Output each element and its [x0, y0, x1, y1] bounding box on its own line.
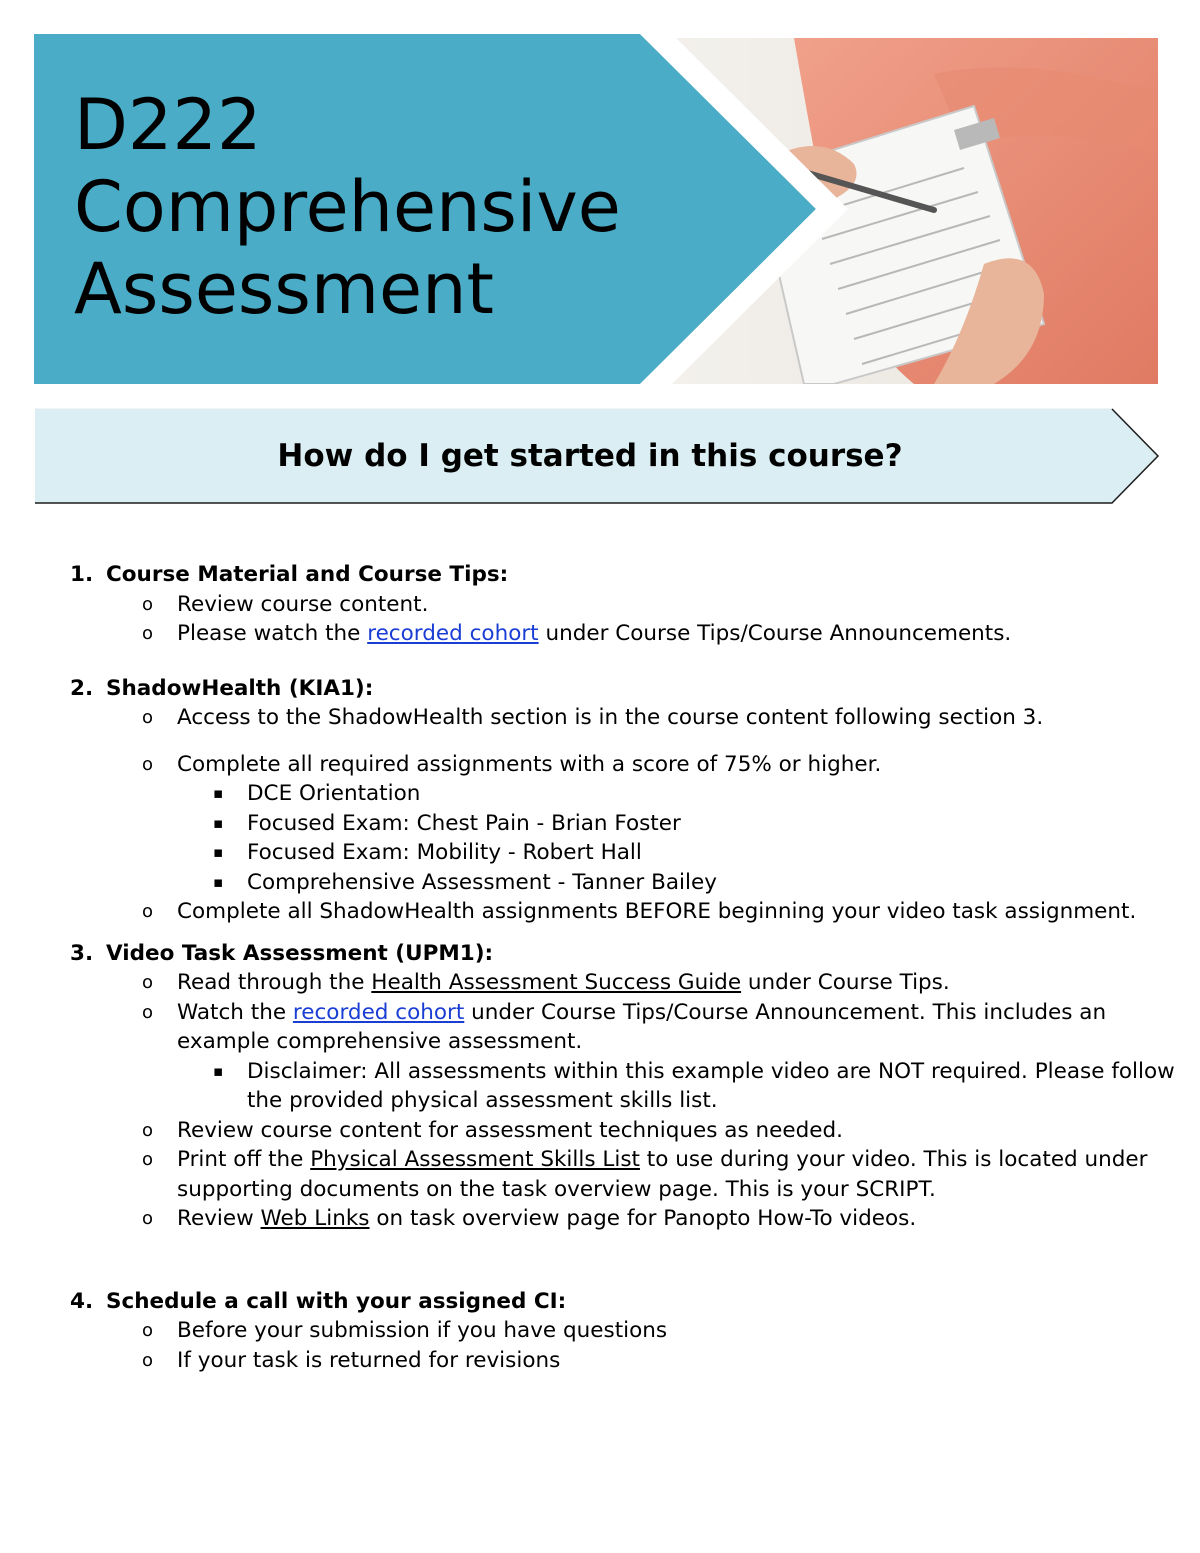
square-bullet-icon: ▪ [213, 813, 224, 832]
item-text: DCE Orientation [247, 781, 421, 806]
square-bullet-icon: ▪ [213, 843, 224, 861]
list-item [70, 968, 1180, 998]
header-banner [34, 34, 1158, 384]
sub-list-item [70, 1057, 1180, 1116]
sub-items [177, 1057, 1180, 1116]
step-items [70, 1316, 1180, 1375]
square-bullet-icon: ▪ [213, 1061, 224, 1080]
step-heading [70, 560, 1180, 590]
step-heading [70, 939, 1180, 969]
item-text: Focused Exam: Mobility - Robert Hall [247, 840, 642, 865]
item-text: under Course Tips/Course Announcements. [538, 621, 1012, 646]
list-item [70, 1145, 1180, 1204]
step-schedule-call [70, 1287, 1180, 1376]
item-text: If your task is returned for revisions [177, 1347, 561, 1373]
list-item [70, 750, 1180, 898]
circle-bullet-icon: o [142, 753, 154, 775]
step-number: 1. [70, 562, 94, 587]
subheading-banner [34, 408, 1164, 506]
item-text: Complete all required assignments with a score of 75% or higher. [177, 751, 882, 777]
item-text: Focused Exam: Chest Pain - Brian Foster [247, 810, 681, 836]
list-item [70, 897, 1180, 927]
step-items [70, 968, 1180, 1234]
success-guide-reference: Health Assessment Success Guide [371, 970, 742, 995]
item-text: Watch the [177, 999, 293, 1025]
step-items [70, 590, 1180, 649]
item-text: Review [177, 1206, 261, 1231]
subheading-text: How do I get started in this course? [277, 438, 903, 474]
list-item [70, 590, 1180, 620]
step-heading [70, 1287, 1180, 1317]
item-text: Review course content. [177, 591, 429, 617]
sub-list-item [70, 779, 1180, 809]
circle-bullet-icon: o [142, 901, 154, 922]
list-item [70, 1316, 1180, 1346]
item-text: on task overview page for Panopto How-To videos. [369, 1206, 917, 1231]
title-line-1: D222 [74, 84, 262, 166]
list-item [70, 1346, 1180, 1376]
step-number: 2. [70, 675, 94, 701]
step-heading-text: Schedule a call with your assigned CI: [106, 1288, 567, 1314]
item-text: Please watch the [177, 621, 368, 646]
skills-list-reference: Physical Assessment Skills List [310, 1147, 640, 1172]
step-number: 4. [70, 1288, 94, 1314]
title-line-3: Assessment [74, 248, 494, 330]
square-bullet-icon: ▪ [213, 784, 224, 802]
item-text: under Course Tips. [741, 970, 950, 995]
item-text: under Course Tips/Course Announcement. This includes an example comprehensive assessment. [177, 999, 1107, 1054]
item-text: Review course content for assessment techniques as needed. [177, 1117, 843, 1143]
course-steps [70, 560, 1180, 1375]
circle-bullet-icon: o [142, 972, 154, 993]
sub-list-item [70, 868, 1180, 898]
sub-list-item [70, 838, 1180, 868]
list-item [70, 998, 1180, 1116]
web-links-reference: Web Links [260, 1206, 370, 1231]
circle-bullet-icon: o [142, 1320, 154, 1341]
item-text: Complete all ShadowHealth assignments BEFORE beginning your video task assignment. [177, 899, 1137, 924]
circle-bullet-icon: o [142, 1208, 154, 1229]
item-text: Read through the [177, 970, 372, 995]
circle-bullet-icon: o [142, 1119, 154, 1141]
step-video-task [70, 939, 1180, 1234]
step-items [70, 703, 1180, 927]
sub-list-item [70, 809, 1180, 839]
item-text: Access to the ShadowHealth section is in the course content following section 3. [177, 705, 1044, 730]
item-text: to use during your video. This is located under supporting documents on the task overview page. This is your SCRIPT. [177, 1147, 1148, 1202]
step-course-material [70, 560, 1180, 649]
circle-bullet-icon: o [142, 707, 154, 728]
list-item [70, 619, 1180, 649]
square-bullet-icon: ▪ [213, 872, 224, 891]
title-line-2: Comprehensive [74, 166, 621, 248]
step-heading-text: Video Task Assessment (UPM1): [106, 940, 494, 966]
circle-bullet-icon: o [142, 1149, 154, 1170]
list-item [70, 1116, 1180, 1146]
circle-bullet-icon: o [142, 623, 154, 644]
recorded-cohort-link-2[interactable]: recorded cohort [292, 999, 465, 1025]
step-shadowhealth [70, 674, 1180, 927]
step-heading-text: ShadowHealth (KIA1): [106, 675, 374, 701]
circle-bullet-icon: o [142, 593, 154, 615]
recorded-cohort-link[interactable]: recorded cohort [367, 621, 539, 646]
step-heading [70, 674, 1180, 704]
circle-bullet-icon: o [142, 1349, 154, 1371]
item-text: Before your submission if you have questions [177, 1318, 668, 1343]
item-text: Print off the [177, 1147, 311, 1172]
item-text: Disclaimer: All assessments within this example video are NOT required. Please follow the provided physical assessment skills list. [247, 1058, 1175, 1113]
item-text: Comprehensive Assessment - Tanner Bailey [247, 869, 717, 895]
sub-items [177, 779, 1180, 897]
steps-list [70, 560, 1180, 1375]
list-item [70, 1204, 1180, 1234]
page-title [74, 84, 621, 330]
list-item [70, 703, 1180, 733]
step-heading-text: Course Material and Course Tips: [106, 562, 509, 587]
step-number: 3. [70, 940, 94, 966]
circle-bullet-icon: o [142, 1001, 154, 1023]
